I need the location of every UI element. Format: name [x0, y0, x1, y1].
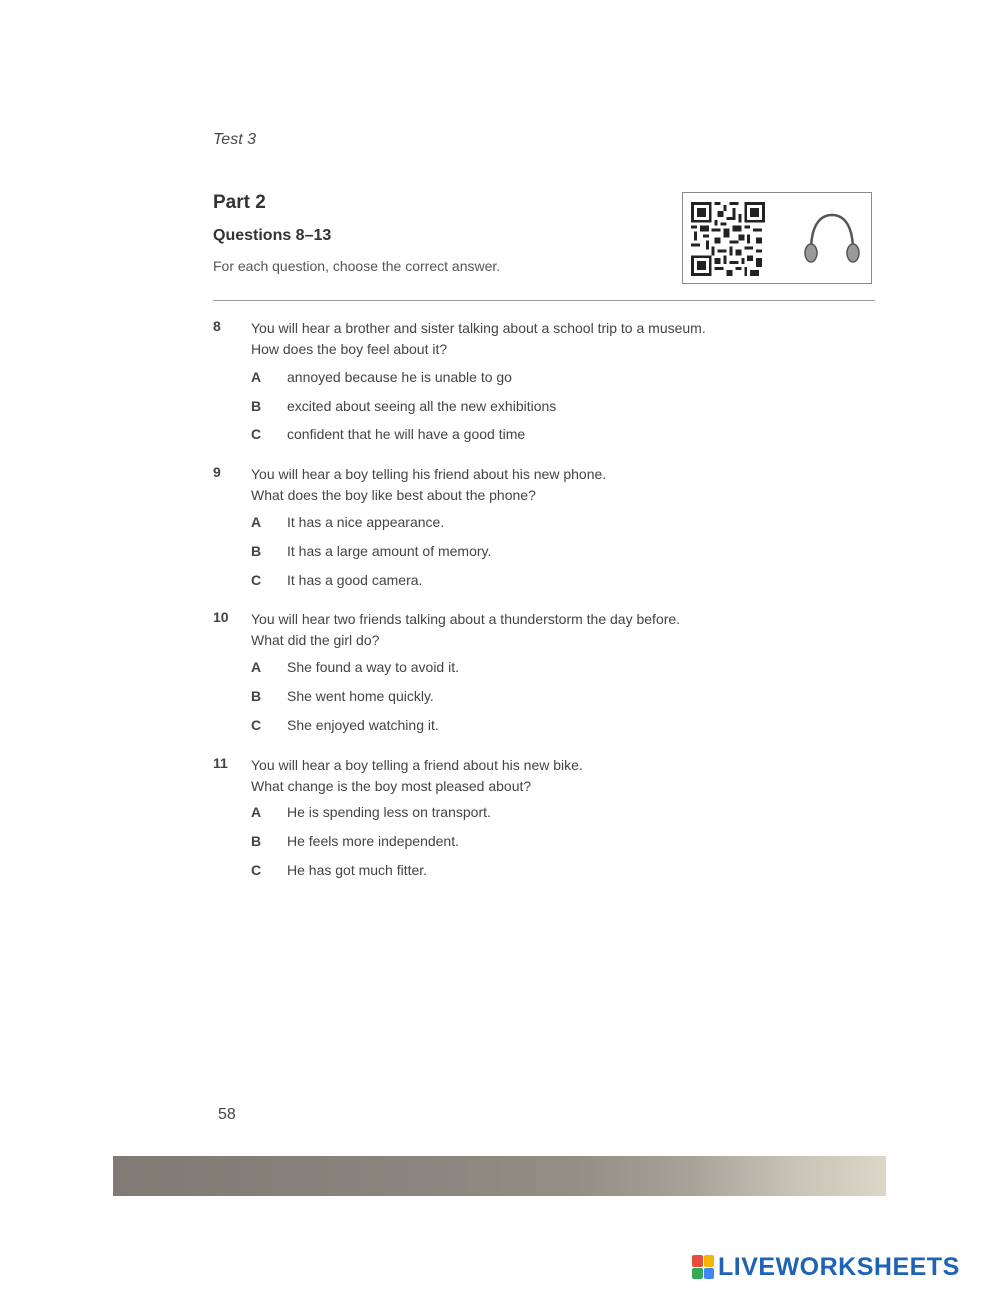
question-number: 11	[213, 755, 228, 771]
option-letter: A	[251, 659, 262, 675]
question-prompt: What did the girl do?	[251, 632, 380, 648]
option-text: He is spending less on transport.	[287, 804, 491, 820]
question-prompt: What change is the boy most pleased about?	[251, 778, 532, 794]
questions-range: Questions 8–13	[213, 227, 332, 244]
option-letter: B	[251, 833, 262, 849]
liveworksheets-brand[interactable]	[692, 1252, 960, 1282]
option-text: She found a way to avoid it.	[287, 659, 459, 675]
question-prompt: What does the boy like best about the phone?	[251, 487, 536, 503]
test-label: Test 3	[213, 131, 256, 148]
part-title: Part 2	[213, 192, 266, 213]
option-text: He has got much fitter.	[287, 862, 428, 878]
brand-name: LIVEWORKSHEETS	[718, 1252, 960, 1281]
option-letter: A	[251, 804, 262, 820]
audio-box	[682, 192, 872, 284]
option-text: It has a nice appearance.	[287, 514, 445, 530]
question-number: 8	[213, 318, 221, 334]
headphones-icon	[797, 207, 867, 269]
question-context: You will hear two friends talking about a thunderstorm the day before.	[251, 611, 681, 627]
option-text: excited about seeing all the new exhibitions	[287, 398, 557, 414]
option-letter: C	[251, 717, 262, 733]
question-context: You will hear a boy telling his friend about his new phone.	[251, 466, 607, 482]
section-divider	[213, 300, 875, 301]
option-letter: B	[251, 688, 262, 704]
page-number: 58	[218, 1106, 236, 1123]
option-letter: C	[251, 862, 262, 878]
option-letter: C	[251, 572, 262, 588]
option-text: It has a large amount of memory.	[287, 543, 492, 559]
option-letter: A	[251, 369, 262, 385]
option-letter: B	[251, 398, 262, 414]
option-text: annoyed because he is unable to go	[287, 369, 512, 385]
question-context: You will hear a brother and sister talking about a school trip to a museum.	[251, 320, 706, 336]
option-text: She enjoyed watching it.	[287, 717, 439, 733]
option-letter: C	[251, 426, 262, 442]
question-context: You will hear a boy telling a friend about his new bike.	[251, 757, 583, 773]
instruction-text: For each question, choose the correct answer.	[213, 258, 501, 274]
question-prompt: How does the boy feel about it?	[251, 341, 448, 357]
question-number: 10	[213, 609, 229, 625]
option-text: It has a good camera.	[287, 572, 423, 588]
qr-code-icon	[691, 202, 765, 276]
option-text: She went home quickly.	[287, 688, 434, 704]
option-text: He feels more independent.	[287, 833, 459, 849]
option-letter: A	[251, 514, 262, 530]
option-letter: B	[251, 543, 262, 559]
option-text: confident that he will have a good time	[287, 426, 526, 442]
page-footer-band	[113, 1156, 886, 1196]
question-number: 9	[213, 464, 221, 480]
liveworksheets-logo-icon	[692, 1255, 714, 1279]
